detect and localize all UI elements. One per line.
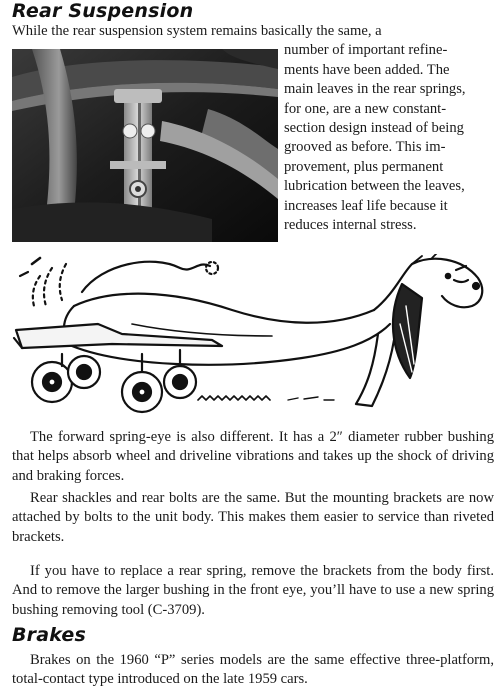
intro-line: increases leaf life because it: [284, 197, 448, 214]
intro-line: ments have been added. The: [284, 61, 450, 78]
intro-line: reduces internal stress.: [284, 217, 417, 234]
intro-line: for one, are a new constant-: [284, 100, 447, 117]
intro-line: grooved as before. This im-: [284, 139, 446, 156]
dog-on-skates-cartoon-illustration: [2, 254, 498, 422]
intro-paragraph-continued: [284, 41, 494, 235]
section-heading-brakes: Brakes: [12, 624, 87, 646]
intro-line: provement, plus permanent: [284, 158, 444, 175]
rear-spring-photo: [12, 49, 278, 242]
intro-line: main leaves in the rear springs,: [284, 81, 466, 98]
intro-line: section design instead of being: [284, 120, 464, 137]
paragraph-spring-eye: The forward spring-eye is also different. It has a 2″ diameter rubber bushing that helps absorb wheel and driveline vibrations and takes up the shock of driving and braking forces.: [12, 429, 494, 484]
intro-line: While the rear suspension system remains basically the same, a: [12, 23, 382, 39]
intro-paragraph: [12, 22, 494, 41]
paragraph-shackles-brackets: Rear shackles and rear bolts are the same. But the mounting brackets are now attached by bolts to the unit body. This makes them easier to service than riveted brackets.: [12, 490, 494, 545]
section-heading-rear-suspension: Rear Suspension: [12, 0, 194, 22]
paragraph-replace-spring: If you have to replace a rear spring, remove the brackets from the body first. And to remove the larger bushing in the front eye, you’ll have to use a new spring bushing removing tool (C-3709).: [12, 563, 494, 618]
intro-line: number of important refine-: [284, 42, 448, 59]
paragraph-brakes: Brakes on the 1960 “P” series models are the same effective three-platform, total-contact type introduced on the late 1959 cars.: [12, 652, 494, 688]
intro-line: lubrication between the leaves,: [284, 178, 465, 195]
